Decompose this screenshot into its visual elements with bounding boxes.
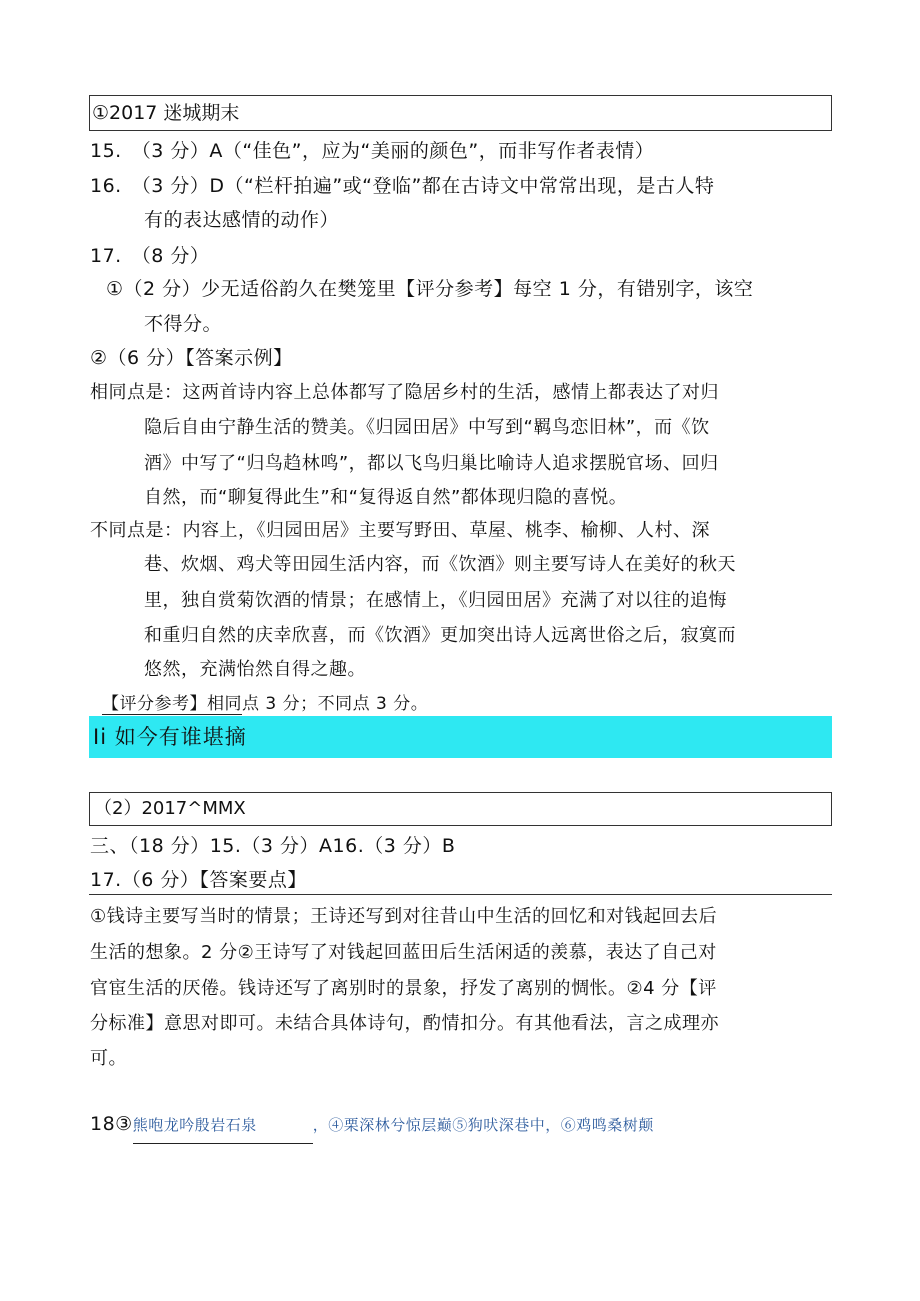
- diff-point-line-5: 悠然，充满怡然自得之趣。: [144, 659, 366, 680]
- highlight-bar: [89, 716, 832, 758]
- section1-header: ①2017 迷城期末: [92, 102, 240, 124]
- diff-point-line-4: 和重归自然的庆幸欣喜，而《饮酒》更加突出诗人远离世俗之后，寂寞而: [144, 625, 736, 646]
- section2-line-1: 三、（18 分）15.（3 分）A16.（3 分）B: [90, 835, 456, 857]
- score-rest: 点 3 分；不同点 3 分。: [242, 694, 429, 714]
- answer-line-2: 生活的想象。2 分②王诗写了对钱起回蓝田后生活闲适的羡慕，表达了自己对: [90, 942, 717, 963]
- section2-header-box: [89, 792, 832, 826]
- section1-header-box: [89, 95, 832, 131]
- q17-2-line: ②（6 分）【答案示例】: [90, 347, 293, 369]
- answer-line-5: 可。: [90, 1048, 127, 1069]
- highlight-text: Ii 如今有谁堪摘: [93, 725, 247, 749]
- footer-part-1: 熊咆龙吟殷岩石泉: [133, 1107, 313, 1144]
- same-point-line-1: 相同点是：这两首诗内容上总体都写了隐居乡村的生活，感情上都表达了对归: [90, 382, 719, 403]
- answer-line-3: 官宦生活的厌倦。钱诗还写了离别时的景象，抒发了离别的惆怅。②4 分【评: [90, 978, 717, 999]
- score-label: 【评分参考】相同: [102, 694, 242, 714]
- q17-1-line: ①（2 分）少无适俗韵久在樊笼里【评分参考】每空 1 分，有错别字，该空: [106, 278, 754, 300]
- q15-line: 15. （3 分）A（“佳色”，应为“美丽的颜色”，而非写作者表情）: [90, 140, 655, 162]
- footer-part-2: ，④栗深林兮惊层巅⑤狗吠深巷中，⑥鸡鸣桑树颠: [312, 1116, 654, 1134]
- diff-point-line-2: 巷、炊烟、鸡犬等田园生活内容，而《饮酒》则主要写诗人在美好的秋天: [144, 554, 736, 575]
- same-point-line-2: 隐后自由宁静生活的赞美。《归园田居》中写到“羁鸟恋旧林”，而《饮: [144, 417, 710, 438]
- q16-line-cont: 有的表达感情的动作）: [144, 209, 340, 231]
- same-point-line-3: 酒》中写了“归鸟趋林鸣”，都以飞鸟归巢比喻诗人追求摆脱官场、回归: [144, 453, 719, 474]
- section2-divider: [89, 894, 832, 895]
- q17-1-line-cont: 不得分。: [144, 313, 223, 335]
- footer-line: [90, 1106, 654, 1144]
- answer-line-4: 分标准】意思对即可。未结合具体诗句，酌情扣分。有其他看法，言之成理亦: [90, 1013, 719, 1034]
- section2-line-2: 17.（6 分）【答案要点】: [90, 869, 307, 891]
- q16-line: 16. （3 分）D（“栏杆拍遍”或“登临”都在古诗文中常常出现，是古人特: [90, 175, 715, 197]
- same-point-line-4: 自然，而“聊复得此生”和“复得返自然”都体现归隐的喜悦。: [144, 487, 628, 508]
- diff-point-line-1: 不同点是：内容上，《归园田居》主要写野田、草屋、桃李、榆柳、人村、深: [90, 520, 710, 541]
- footer-number: 18③: [90, 1113, 133, 1135]
- section2-header: （2）2017^MMX: [94, 798, 246, 819]
- q17-line: 17. （8 分）: [90, 245, 210, 267]
- answer-line-1: ①钱诗主要写当时的情景；王诗还写到对往昔山中生活的回忆和对钱起回去后: [90, 906, 718, 927]
- diff-point-line-3: 里，独自赏菊饮酒的情景；在感情上，《归园田居》充满了对以往的追悔: [144, 590, 727, 611]
